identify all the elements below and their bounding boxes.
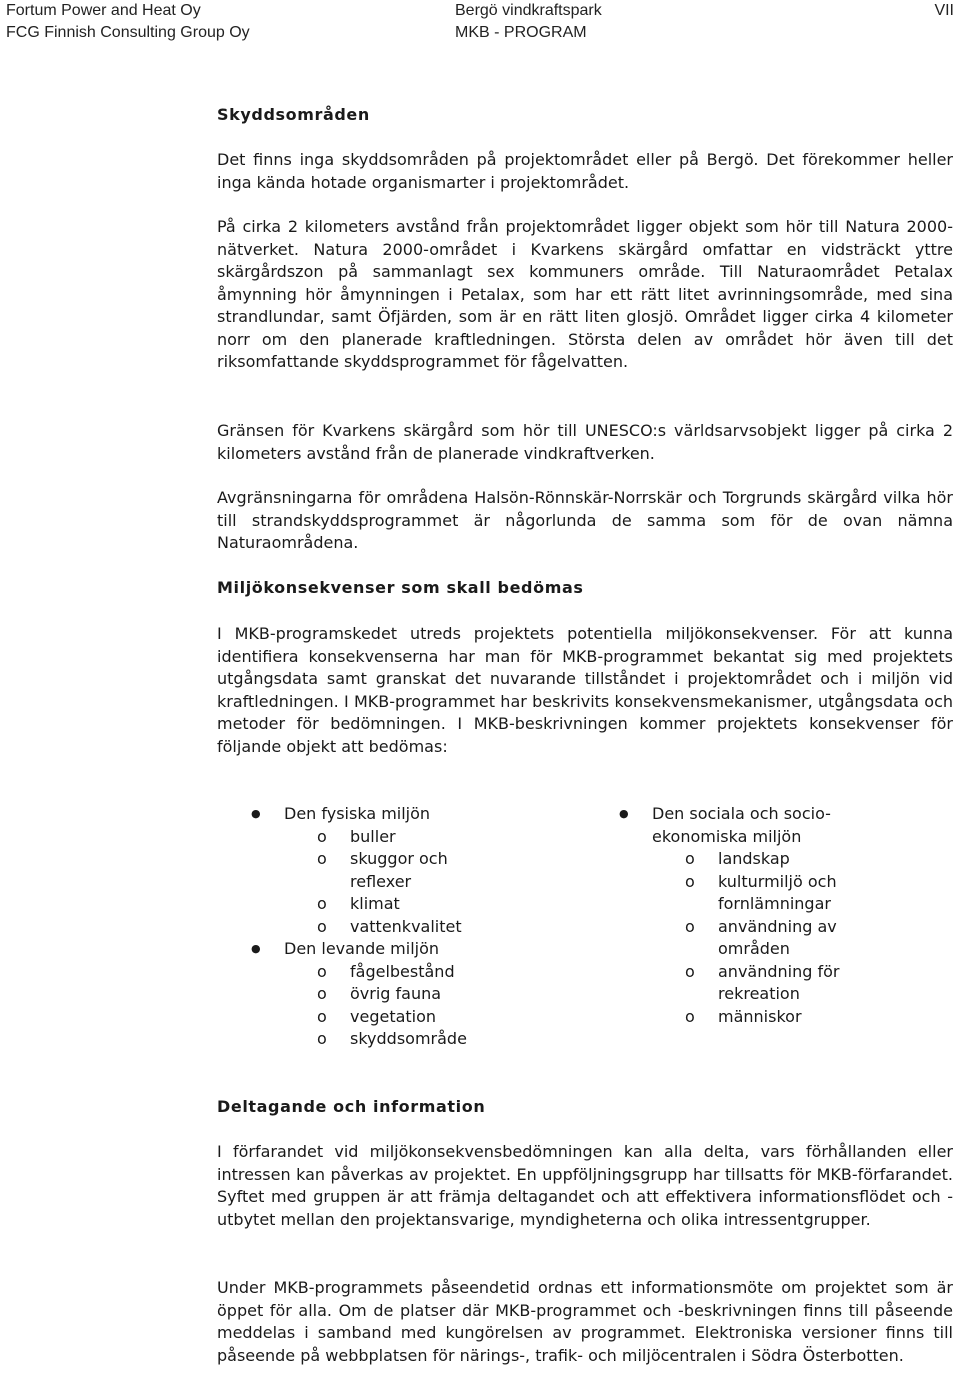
header-center xyxy=(455,0,602,44)
list-item: o användning av områden xyxy=(685,916,837,958)
paragraph-skydd-4: Avgränsningarna för områdena Halsön-Rönnskär-Norrskär och Torgrunds skärgård vilka hör till strandskyddsprogrammet är någorlunda de samma som för de ovan nämna Naturaområdena. xyxy=(217,488,953,552)
heading-deltagande: Deltagande och information xyxy=(217,1097,486,1116)
list-item-label: Den sociala och socio- xyxy=(652,804,831,823)
list-item xyxy=(284,803,544,938)
paragraph-skydd-2: På cirka 2 kilometers avstånd från projektområdet ligger objekt som hör till Natura 2000-nätverket. Natura 2000-området i Kvarkens skärgård omfattar en vidsträckt yttre skärgårdszon på sammanlagt sex kommuners område. Till Naturaområdet Petalax åmynning hör åmynningen i Petalax, som har ett rätt litet avrinningsområde, med sina strandlundar, samt Öfjärden, som är en rätt liten glosjö. Området ligger cirka 4 kilometer norr om den planerade kraftledningen. Största delen av området hör även till det riksomfattande skyddsprogrammet för fågelvatten. xyxy=(217,217,953,371)
company-name: Fortum Power and Heat Oy xyxy=(6,2,201,19)
list-item: o kulturmiljö och fornlämningar xyxy=(685,871,837,913)
list-item: o fågelbestånd xyxy=(317,961,455,981)
bullet-list-left xyxy=(284,803,544,1051)
list-item-label: Den fysiska miljön xyxy=(284,804,431,823)
project-name: Bergö vindkraftspark xyxy=(455,2,602,19)
paragraph-deltagande-1: I förfarandet vid miljökonsekvensbedömningen kan alla delta, vars förhållanden eller intressen kan påverkas av projektet. En uppföljningsgrupp har tillsatts för MKB-förfarandet. Syftet med gruppen är att främja deltagandet och att effektivera informationsflödet och -utbytet mellan den projektansvarige, myndigheterna och olika intressentgrupper. xyxy=(217,1142,953,1229)
paragraph-skydd-1: Det finns inga skyddsområden på projektområdet eller på Bergö. Det förekommer heller inga kända hotade organismarter i projektområdet. xyxy=(217,150,953,192)
header-left xyxy=(6,0,250,44)
consultant-name: FCG Finnish Consulting Group Oy xyxy=(6,24,250,41)
list-item xyxy=(652,803,912,1028)
list-item: o användning för rekreation xyxy=(685,961,840,1003)
heading-miljokonsekvenser: Miljökonsekvenser som skall bedömas xyxy=(217,578,584,597)
paragraph-miljo-1: I MKB-programskedet utreds projektets potentiella miljökonsekvenser. För att kunna identifiera konsekvenserna har man för MKB-programmet bekantat sig med projektets utgångsdata samt granskat det nuvarande tillståndet i projektområdet och i miljön vid kraftledningen. I MKB-programmet har beskrivits konsekvensmekanismer, utgångsdata och metoder för bedömningen. I MKB-beskrivningen kommer projektets konsekvenser för följande objekt att bedömas: xyxy=(217,624,953,756)
document-type: MKB - PROGRAM xyxy=(455,24,587,41)
paragraph-skydd-3: Gränsen för Kvarkens skärgård som hör till UNESCO:s världsarvsobjekt ligger på cirka 2 kilometers avstånd från de planerade vindkraftverken. xyxy=(217,421,953,463)
list-item: o människor xyxy=(685,1006,802,1026)
list-item xyxy=(284,938,544,1051)
list-item: o skyddsområde xyxy=(317,1029,467,1048)
bullet-list-right xyxy=(652,803,912,1028)
heading-skyddsomraden: Skyddsområden xyxy=(217,105,370,124)
list-item: o buller xyxy=(317,826,396,846)
list-item: o övrig fauna xyxy=(317,984,442,1003)
list-item: o skuggor och reflexer xyxy=(317,849,448,891)
page-number: VII xyxy=(934,2,954,19)
paragraph-deltagande-2: Under MKB-programmets påseendetid ordnas ett informationsmöte om projektet som är öppet för alla. Om de platser där MKB-programmet och -beskrivningen finns till påseende meddelas i samband med kungörelsen av programmet. Elektroniska versioner finns till påseende på webbplatsen för närings-, trafik- och miljöcentralen i Södra Österbotten. xyxy=(217,1278,953,1365)
list-item-label-cont: ekonomiska miljön xyxy=(652,826,802,846)
list-item: o vattenkvalitet xyxy=(317,916,462,936)
list-item-label: Den levande miljön xyxy=(284,939,440,958)
list-item: o vegetation xyxy=(317,1006,437,1026)
list-item: o klimat xyxy=(317,894,400,913)
list-item: o landskap xyxy=(685,849,790,868)
